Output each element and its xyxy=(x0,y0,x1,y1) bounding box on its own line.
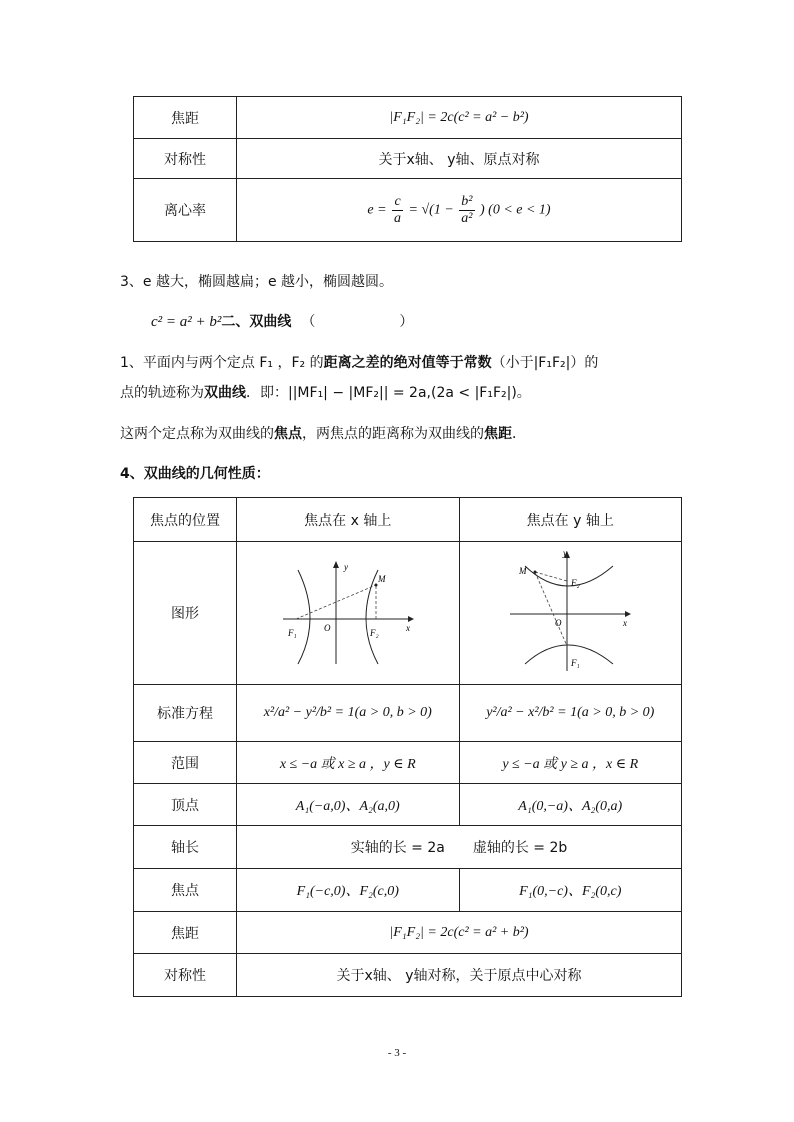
table-header-row xyxy=(134,498,682,542)
origin-label: O xyxy=(555,618,562,628)
standard-equation-x: x²/a² − y²/b² = 1(a > 0, b > 0) xyxy=(237,685,460,742)
axis-label-y: y xyxy=(563,548,568,558)
text: ．即：||MF₁| − |MF₂|| = 2a,(2a < |F₁F₂|)。 xyxy=(246,385,531,401)
focal-distance-formula: |F₁F₂| = 2c(c² = a² − b²) xyxy=(237,97,682,139)
axis-label-y: y xyxy=(343,562,348,572)
fraction-den: a xyxy=(394,210,402,226)
standard-equation-y: y²/a² − x²/b² = 1(a > 0, b > 0) xyxy=(459,685,682,742)
vertices-x: A₁(−a,0)、A₂(a,0) xyxy=(237,784,460,826)
focus-label-f1: F₁ xyxy=(571,658,580,668)
foci-x: F₁(−c,0)、F₂(c,0) xyxy=(237,869,460,912)
fraction-num: c xyxy=(394,193,401,209)
table-row xyxy=(134,912,682,954)
header-cell: 焦点的位置 xyxy=(134,498,237,542)
text-bold: 双曲线 xyxy=(204,385,246,401)
range-x: x ≤ −a 或 x ≥ a ，y ∈ R xyxy=(237,742,460,784)
heading-blank: （ ） xyxy=(301,314,414,330)
hyperbola-y-axis-figure xyxy=(505,546,635,676)
axis-label-x: x xyxy=(405,623,410,633)
hyperbola-definition-line2 xyxy=(120,383,531,403)
focus-label-f2: F₂ xyxy=(571,578,580,588)
heading-bold: 二、双曲线 xyxy=(221,314,292,330)
row-label: 焦距 xyxy=(134,912,237,954)
text: （小于|F₁F₂|）的 xyxy=(491,355,599,371)
text: ，两焦点的距离称为双曲线的 xyxy=(302,426,484,442)
origin-label: O xyxy=(323,623,331,633)
symmetry-text: 关于x轴、 y轴、原点对称 xyxy=(237,139,682,179)
header-cell: 焦点在 y 轴上 xyxy=(459,498,682,542)
table-row xyxy=(134,97,682,139)
focus-label-f1: F₁ xyxy=(287,628,297,638)
row-label: 顶点 xyxy=(134,784,237,826)
text-bold: 焦点 xyxy=(274,426,302,442)
page-number: - 3 - xyxy=(387,1047,407,1059)
row-label: 对称性 xyxy=(134,954,237,997)
fraction-num: b² xyxy=(461,193,473,209)
table-row xyxy=(134,179,682,242)
text: 1、平面内与两个定点 F₁ ，F₂ 的 xyxy=(120,355,324,371)
hyperbola-x-axis-figure xyxy=(278,556,418,666)
row-label: 图形 xyxy=(134,542,237,685)
fraction xyxy=(392,194,403,227)
section-heading-properties: 4、双曲线的几何性质： xyxy=(120,466,270,482)
figure-cell-x xyxy=(237,542,460,685)
text-bold: 距离之差的绝对值等于常数 xyxy=(323,355,492,371)
table-row xyxy=(134,139,682,179)
table-row xyxy=(134,826,682,869)
fraction-den: a² xyxy=(461,210,473,226)
point-label-m: M xyxy=(377,574,386,584)
heading-math: c² = a² + b² xyxy=(151,314,222,330)
vertices-y: A₁(0,−a)、A₂(0,a) xyxy=(459,784,682,826)
text: ． xyxy=(512,426,526,442)
ellipse-properties-table xyxy=(133,96,682,242)
row-label: 焦点 xyxy=(134,869,237,912)
range-y: y ≤ −a 或 y ≥ a ，x ∈ R xyxy=(459,742,682,784)
symmetry: 关于x轴、 y轴对称，关于原点中心对称 xyxy=(237,954,682,997)
text: 点的轨迹称为 xyxy=(120,385,204,401)
text: 这两个定点称为双曲线的 xyxy=(120,426,274,442)
paragraph-eccentricity: 3、e 越大，椭圆越扁；e 越小，椭圆越圆。 xyxy=(120,274,394,290)
row-label: 对称性 xyxy=(134,139,237,179)
eccentricity-formula xyxy=(237,179,682,242)
axis-lengths: 实轴的长 = 2a 虚轴的长 = 2b xyxy=(237,826,682,869)
table-row xyxy=(134,685,682,742)
row-label: 范围 xyxy=(134,742,237,784)
focus-label-f2: F₂ xyxy=(369,628,379,638)
table-row xyxy=(134,869,682,912)
hyperbola-properties-table xyxy=(133,497,682,997)
fraction xyxy=(459,194,474,227)
focal-distance: |F₁F₂| = 2c(c² = a² + b²) xyxy=(237,912,682,954)
figure-cell-y xyxy=(459,542,682,685)
row-label: 焦距 xyxy=(134,97,237,139)
hyperbola-definition-line1 xyxy=(120,353,598,373)
row-label: 标准方程 xyxy=(134,685,237,742)
table-row xyxy=(134,542,682,685)
eq-suffix: ) (0 < e < 1) xyxy=(480,202,551,218)
row-label: 离心率 xyxy=(134,179,237,242)
section-heading-hyperbola xyxy=(151,312,413,332)
row-label: 轴长 xyxy=(134,826,237,869)
eq-prefix: e = xyxy=(367,202,387,218)
foci-y: F₁(0,−c)、F₂(0,c) xyxy=(459,869,682,912)
table-row xyxy=(134,954,682,997)
table-row xyxy=(134,784,682,826)
text-bold: 焦距 xyxy=(484,426,512,442)
axis-label-x: x xyxy=(623,618,628,628)
point-label-m: M xyxy=(519,566,527,576)
table-row xyxy=(134,742,682,784)
header-cell: 焦点在 x 轴上 xyxy=(237,498,460,542)
foci-definition xyxy=(120,424,526,444)
eq-mid: = √(1 − xyxy=(408,202,454,218)
